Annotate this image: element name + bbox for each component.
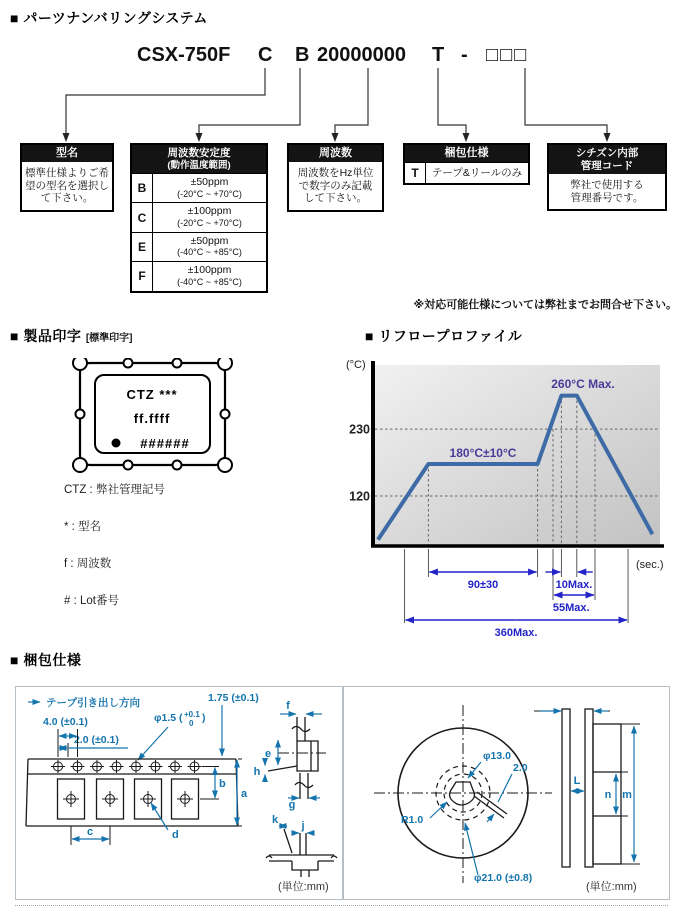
x-axis-unit: (sec.) [636, 559, 664, 571]
dim-hole-tol-bottom: 0 [189, 719, 194, 728]
box-packing-spec [403, 143, 530, 185]
box-model-body: 標準仕様よりご希 望の型名を選択し て下さい。 [25, 167, 109, 205]
marking-title-suffix: [標準印字] [85, 333, 133, 344]
contact-note: ※対応可能仕様については弊社までお問合せ下さい。 [413, 299, 677, 311]
part-number-internal-code: □□□ [486, 44, 529, 66]
reel-drawing [343, 686, 670, 900]
section-title-marking: ■ 製品印字 [標準印字] [10, 328, 133, 344]
carrier-tape-drawing [15, 686, 343, 900]
stability-row-b: B ±50ppm (-20°C ~ +70°C) [132, 173, 266, 202]
stability-row-e: E ±50ppm (-40°C ~ +85°C) [132, 232, 266, 261]
letter-g: g [288, 799, 296, 811]
part-number-packing-code: T [432, 44, 445, 66]
time-dimension-arrows [406, 572, 627, 639]
box-model-name [20, 143, 114, 212]
box-model-header: 型名 [22, 145, 112, 162]
box-frequency-header: 周波数 [289, 145, 382, 162]
section-title-reflow: ■ リフロープロファイル [365, 328, 523, 344]
box-stability-header: 周波数安定度 (動作温度範囲) [132, 145, 266, 173]
dim-hole-tol-top: +0.1 [184, 710, 200, 719]
dim-hub-label: φ13.0 [483, 750, 511, 762]
letter-j: j [301, 820, 305, 832]
box-frequency [287, 143, 384, 212]
box-internal-header: シチズン内部 管理コード [549, 145, 665, 174]
letter-h: h [253, 766, 261, 778]
box-packing-header: 梱包仕様 [405, 145, 528, 162]
reflow-profile-chart [340, 355, 681, 645]
svg-text:120: 120 [349, 489, 370, 504]
legend-lot: # : Lot番号 [64, 595, 119, 607]
letter-f: f [286, 700, 290, 712]
reel-side-view [562, 709, 621, 867]
legend-f: f : 周波数 [64, 558, 112, 570]
part-number-stability-code: B [295, 44, 310, 66]
letter-k: k [271, 814, 279, 826]
box-frequency-body: 周波数をHz単位 で数字のみ記載 して下さい。 [297, 167, 374, 205]
part-number-type-code: C [258, 44, 273, 66]
dim-hole-paren: ) [202, 712, 206, 724]
part-number-connector-lines [0, 0, 681, 150]
reel-unit-label: (単位:mm) [586, 881, 637, 893]
stability-row-c: C ±100ppm (-20°C ~ +70°C) [132, 202, 266, 231]
pin1-dot-icon [112, 439, 121, 448]
connector-arrowheads [63, 133, 611, 142]
box-frequency-stability [130, 143, 268, 293]
y-axis-unit: (°C) [346, 359, 366, 371]
letter-m: m [622, 789, 632, 801]
svg-text:10Max.: 10Max. [555, 579, 593, 591]
letter-c: c [86, 826, 94, 838]
legend-ctz: CTZ : 弊社管理記号 [64, 484, 165, 496]
stability-row-f: F ±100ppm (-40°C ~ +85°C) [132, 261, 266, 290]
letter-a: a [241, 788, 248, 800]
dim-4.0-label: 4.0 (±0.1) [43, 716, 88, 728]
marking-line-3: ###### [140, 436, 190, 451]
letter-d: d [172, 829, 179, 841]
peak-temp-label: 260°C Max. [551, 377, 615, 391]
letter-b: b [219, 778, 226, 790]
dim-2.0-label: 2.0 (±0.1) [74, 734, 119, 746]
plot-area [375, 365, 660, 546]
letter-L: L [573, 775, 581, 787]
box-internal-code [547, 143, 667, 211]
tape-lower-detail [266, 829, 337, 877]
svg-text:360Max.: 360Max. [494, 627, 538, 639]
sprocket-holes [51, 760, 202, 773]
dim-hole-label: φ1.5 ( [154, 712, 183, 724]
packing-row-t: T テープ&リールのみ [405, 162, 528, 183]
tape-direction-label: テープ引き出し方向 [46, 697, 140, 709]
page-bottom-rule [15, 905, 668, 906]
plateau-temp-label: 180°C±10°C [449, 446, 517, 460]
svg-text:55Max.: 55Max. [552, 602, 590, 614]
dim-r-label: R1.0 [401, 814, 424, 826]
dim-slot-label: 2.0 [513, 762, 528, 774]
part-number-frequency: 20000000 [317, 44, 406, 66]
marking-line-2: ff.ffff [133, 411, 171, 426]
svg-text:230: 230 [349, 422, 370, 437]
part-number-model: CSX-750F [137, 44, 231, 66]
package-marking-drawing [70, 358, 240, 476]
dim-ring-label: φ21.0 (±0.8) [474, 872, 533, 884]
tape-unit-label: (単位:mm) [278, 881, 329, 893]
part-number-hyphen: - [461, 44, 468, 66]
hub-slot [474, 792, 507, 818]
box-internal-body: 弊社で使用する 管理番号です。 [570, 179, 644, 204]
section-title-packing: ■ 梱包仕様 [10, 652, 82, 668]
marking-line-1: CTZ *** [126, 387, 178, 402]
letter-e: e [264, 748, 272, 760]
chart-guide-lines [405, 549, 628, 623]
legend-asterisk: * : 型名 [64, 521, 102, 533]
tape-section-view [268, 717, 318, 799]
letter-n: n [604, 789, 612, 801]
dim-1.75-label: 1.75 (±0.1) [208, 692, 259, 704]
svg-text:90±30: 90±30 [467, 579, 499, 591]
section-title-part-numbering: ■ パーツナンバリングシステム [10, 10, 208, 26]
